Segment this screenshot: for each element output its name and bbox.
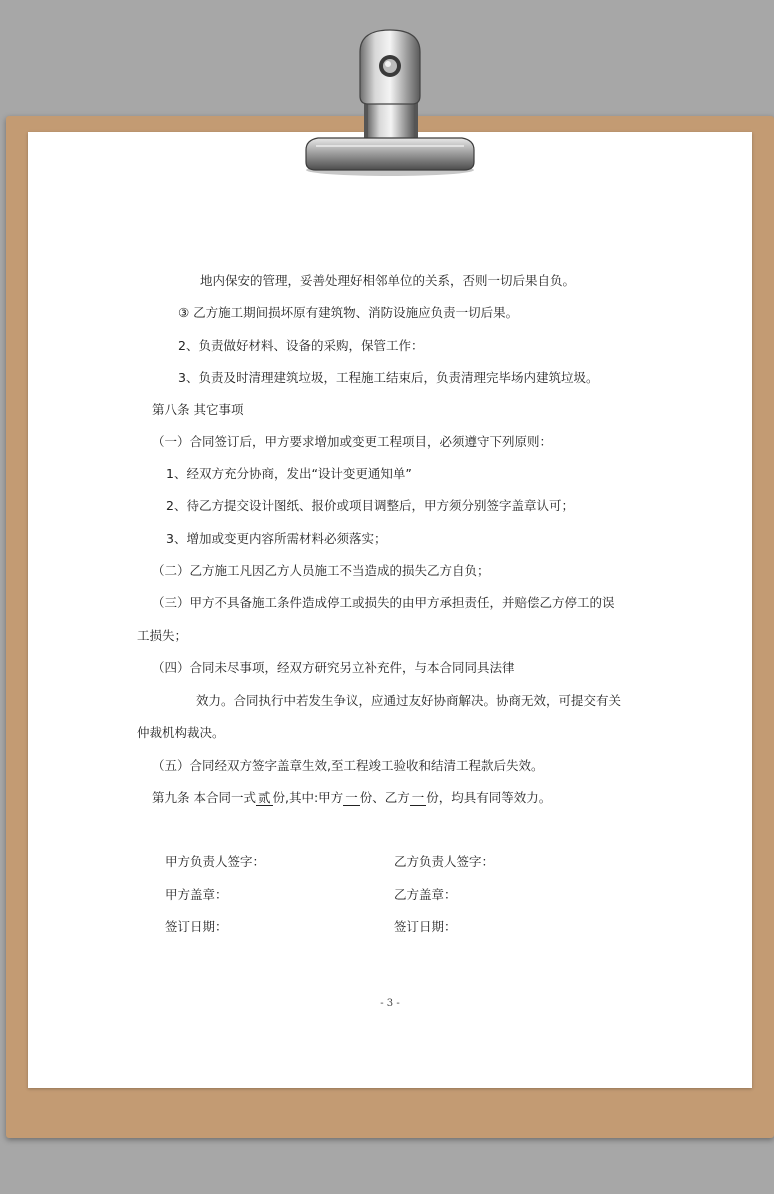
text-line: （二）乙方施工凡因乙方人员施工不当造成的损失乙方自负； xyxy=(152,563,490,578)
copies-total: 贰 xyxy=(257,790,271,805)
text-line: 2、待乙方提交设计图纸、报价或项目调整后，甲方须分别签字盖章认可； xyxy=(166,498,574,513)
text-line: 仲裁机构裁决。 xyxy=(137,725,225,740)
text-line: ③ 乙方施工期间损坏原有建筑物、消防设施应负责一切后果。 xyxy=(178,305,519,320)
page-number: - 3 - xyxy=(380,998,400,1009)
party-b-seal-label: 乙方盖章： xyxy=(394,887,457,902)
party-b-date-label: 签订日期： xyxy=(394,919,457,934)
document-page xyxy=(28,132,752,1088)
text-line: 工损失； xyxy=(137,628,188,643)
section-heading: 第八条 其它事项 xyxy=(152,402,244,417)
text-line: 1、经双方充分协商，发出“设计变更通知单” xyxy=(166,466,412,481)
article-nine-suffix: 份，均具有同等效力。 xyxy=(426,790,552,805)
text-line: 2、负责做好材料、设备的采购，保管工作： xyxy=(178,338,424,353)
text-line: （一）合同签订后，甲方要求增加或变更工程项目，必须遵守下列原则： xyxy=(152,434,553,449)
party-b-copies: 一 xyxy=(411,790,425,805)
text-line: 效力。合同执行中若发生争议，应通过友好协商解决。协商无效，可提交有关 xyxy=(196,693,622,708)
party-a-signature-label: 甲方负责人签字： xyxy=(165,854,266,869)
article-nine-prefix: 第九条 本合同一式 xyxy=(152,790,256,805)
party-b-signature-label: 乙方负责人签字： xyxy=(394,854,495,869)
text-line: 3、负责及时清理建筑垃圾，工程施工结束后，负责清理完毕场内建筑垃圾。 xyxy=(178,370,599,385)
article-nine-mid1: 份,其中:甲方 xyxy=(272,790,344,805)
party-a-date-label: 签订日期： xyxy=(165,919,228,934)
text-line: （四）合同未尽事项，经双方研究另立补充件，与本合同同具法律 xyxy=(152,660,515,675)
text-line: 3、增加或变更内容所需材料必须落实； xyxy=(166,531,387,546)
party-a-copies: 一 xyxy=(345,790,358,805)
text-line: 地内保安的管理，妥善处理好相邻单位的关系，否则一切后果自负。 xyxy=(200,273,576,288)
text-line: （三）甲方不具备施工条件造成停工或损失的由甲方承担责任，并赔偿乙方停工的误 xyxy=(152,595,615,610)
article-nine xyxy=(152,790,551,806)
party-a-seal-label: 甲方盖章： xyxy=(165,887,228,902)
article-nine-mid2: 份、乙方 xyxy=(359,790,410,805)
text-line: （五）合同经双方签字盖章生效,至工程竣工验收和结清工程款后失效。 xyxy=(152,758,544,773)
